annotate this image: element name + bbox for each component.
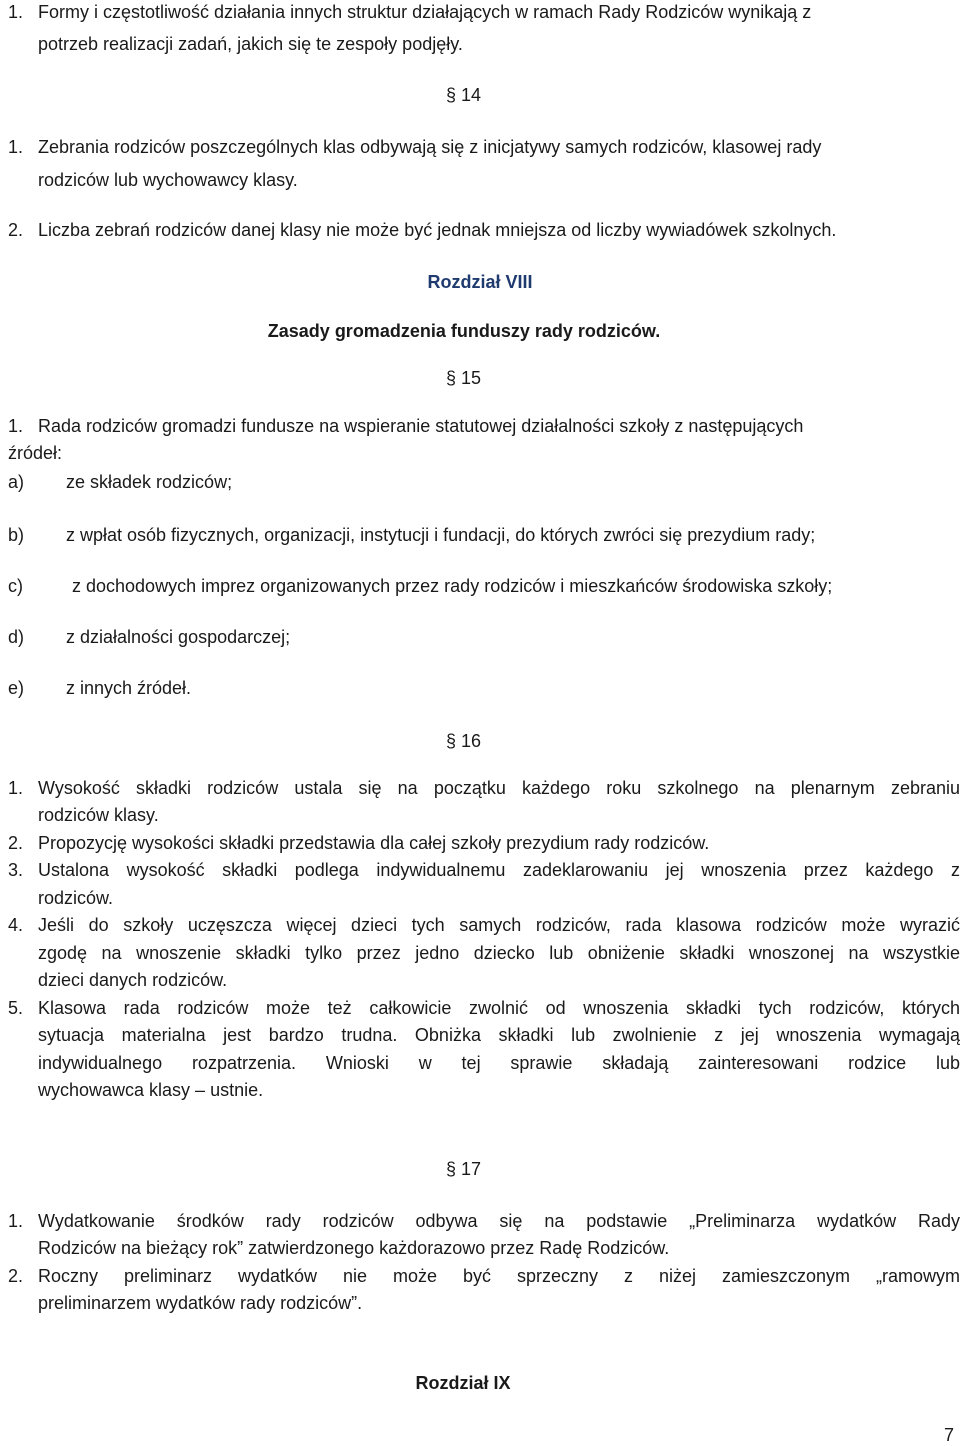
chapter-subtitle-8: Zasady gromadzenia funduszy rady rodziców. xyxy=(267,321,661,341)
source-text: ze składek rodziców; xyxy=(66,472,233,492)
item-number: 2. xyxy=(8,1266,24,1286)
source-text: z innych źródeł. xyxy=(66,678,192,698)
item-line: Klasowa rada rodziców może też całkowicie zwolnić od wnoszenia składki tych rodziców, których xyxy=(38,998,960,1018)
item-number: 1. xyxy=(8,778,24,798)
item-line: rodziców. xyxy=(38,888,114,908)
item-line: Rada rodziców gromadzi fundusze na wspieranie statutowej działalności szkoły z następujących xyxy=(38,416,804,436)
source-letter: e) xyxy=(8,678,25,698)
source-text: z działalności gospodarczej; xyxy=(66,627,291,647)
item-number: 1. xyxy=(8,1211,24,1231)
item-line: rodziców lub wychowawcy klasy. xyxy=(38,170,298,190)
item-number: 2. xyxy=(8,220,24,240)
paragraph-heading-17: § 17 xyxy=(446,1159,482,1179)
item-line: sytuacja materialna jest bardzo trudna. Obniżka składki lub zwolnienie z jej wnoszenia wymagają xyxy=(38,1025,960,1045)
item-line: preliminarzem wydatków rady rodziców”. xyxy=(38,1293,363,1313)
source-text: z dochodowych imprez organizowanych przez rady rodziców i mieszkańców środowiska szkoły; xyxy=(72,576,833,596)
item-line: Zebrania rodziców poszczególnych klas odbywają się z inicjatywy samych rodziców, klasowej rady xyxy=(38,137,822,157)
item-line: Liczba zebrań rodziców danej klasy nie może być jednak mniejsza od liczby wywiadówek szkolnych. xyxy=(38,220,837,240)
source-letter: c) xyxy=(8,576,23,596)
paragraph-heading-15: § 15 xyxy=(446,368,482,388)
item-line: Wysokość składki rodziców ustala się na początku każdego roku szkolnego na plenarnym zebraniu xyxy=(38,778,960,798)
item-number: 1. xyxy=(8,416,24,436)
item-line: rodziców klasy. xyxy=(38,805,159,825)
item-line: Formy i częstotliwość działania innych struktur działających w ramach Rady Rodziców wynikają z xyxy=(38,2,812,22)
source-letter: b) xyxy=(8,525,25,545)
page-number: 7 xyxy=(944,1425,955,1445)
chapter-title-8: Rozdział VIII xyxy=(427,272,533,292)
item-number: 1. xyxy=(8,2,24,22)
source-text: z wpłat osób fizycznych, organizacji, instytucji i fundacji, do których zwróci się prezydium rady; xyxy=(66,525,816,545)
item-number: 4. xyxy=(8,915,24,935)
item-line: indywidualnego rozpatrzenia. Wnioski w tej sprawie składają zainteresowani rodzice lub xyxy=(38,1053,960,1073)
item-line: potrzeb realizacji zadań, jakich się te zespoły podjęły. xyxy=(38,34,463,54)
source-letter: a) xyxy=(8,472,25,492)
item-line: wychowawca klasy – ustnie. xyxy=(38,1080,264,1100)
item-line: Propozycję wysokości składki przedstawia dla całej szkoły prezydium rady rodziców. xyxy=(38,833,710,853)
chapter-title-9: Rozdział IX xyxy=(415,1373,511,1393)
item-line: Roczny preliminarz wydatków nie może być sprzeczny z niżej zamieszczonym „ramowym xyxy=(38,1266,960,1286)
paragraph-heading-14: § 14 xyxy=(446,85,482,105)
item-line: Jeśli do szkoły uczęszcza więcej dzieci tych samych rodziców, rada klasowa rodziców może wyrazić xyxy=(38,915,960,935)
item-line: źródeł: xyxy=(8,443,63,463)
item-number: 2. xyxy=(8,833,24,853)
item-line: dzieci danych rodziców. xyxy=(38,970,228,990)
source-letter: d) xyxy=(8,627,25,647)
item-line: Rodziców na bieżący rok” zatwierdzonego każdorazowo przez Radę Rodziców. xyxy=(38,1238,670,1258)
paragraph-heading-16: § 16 xyxy=(446,731,482,751)
item-number: 3. xyxy=(8,860,24,880)
item-number: 1. xyxy=(8,137,24,157)
item-line: zgodę na wnoszenie składki tylko przez jedno dziecko lub obniżenie składki wnoszonej na wszystkie xyxy=(38,943,960,963)
item-line: Wydatkowanie środków rady rodziców odbywa się na podstawie „Preliminarza wydatków Rady xyxy=(38,1211,960,1231)
item-number: 5. xyxy=(8,998,24,1018)
item-line: Ustalona wysokość składki podlega indywidualnemu zadeklarowaniu jej wnoszenia przez każdego z xyxy=(38,860,960,880)
